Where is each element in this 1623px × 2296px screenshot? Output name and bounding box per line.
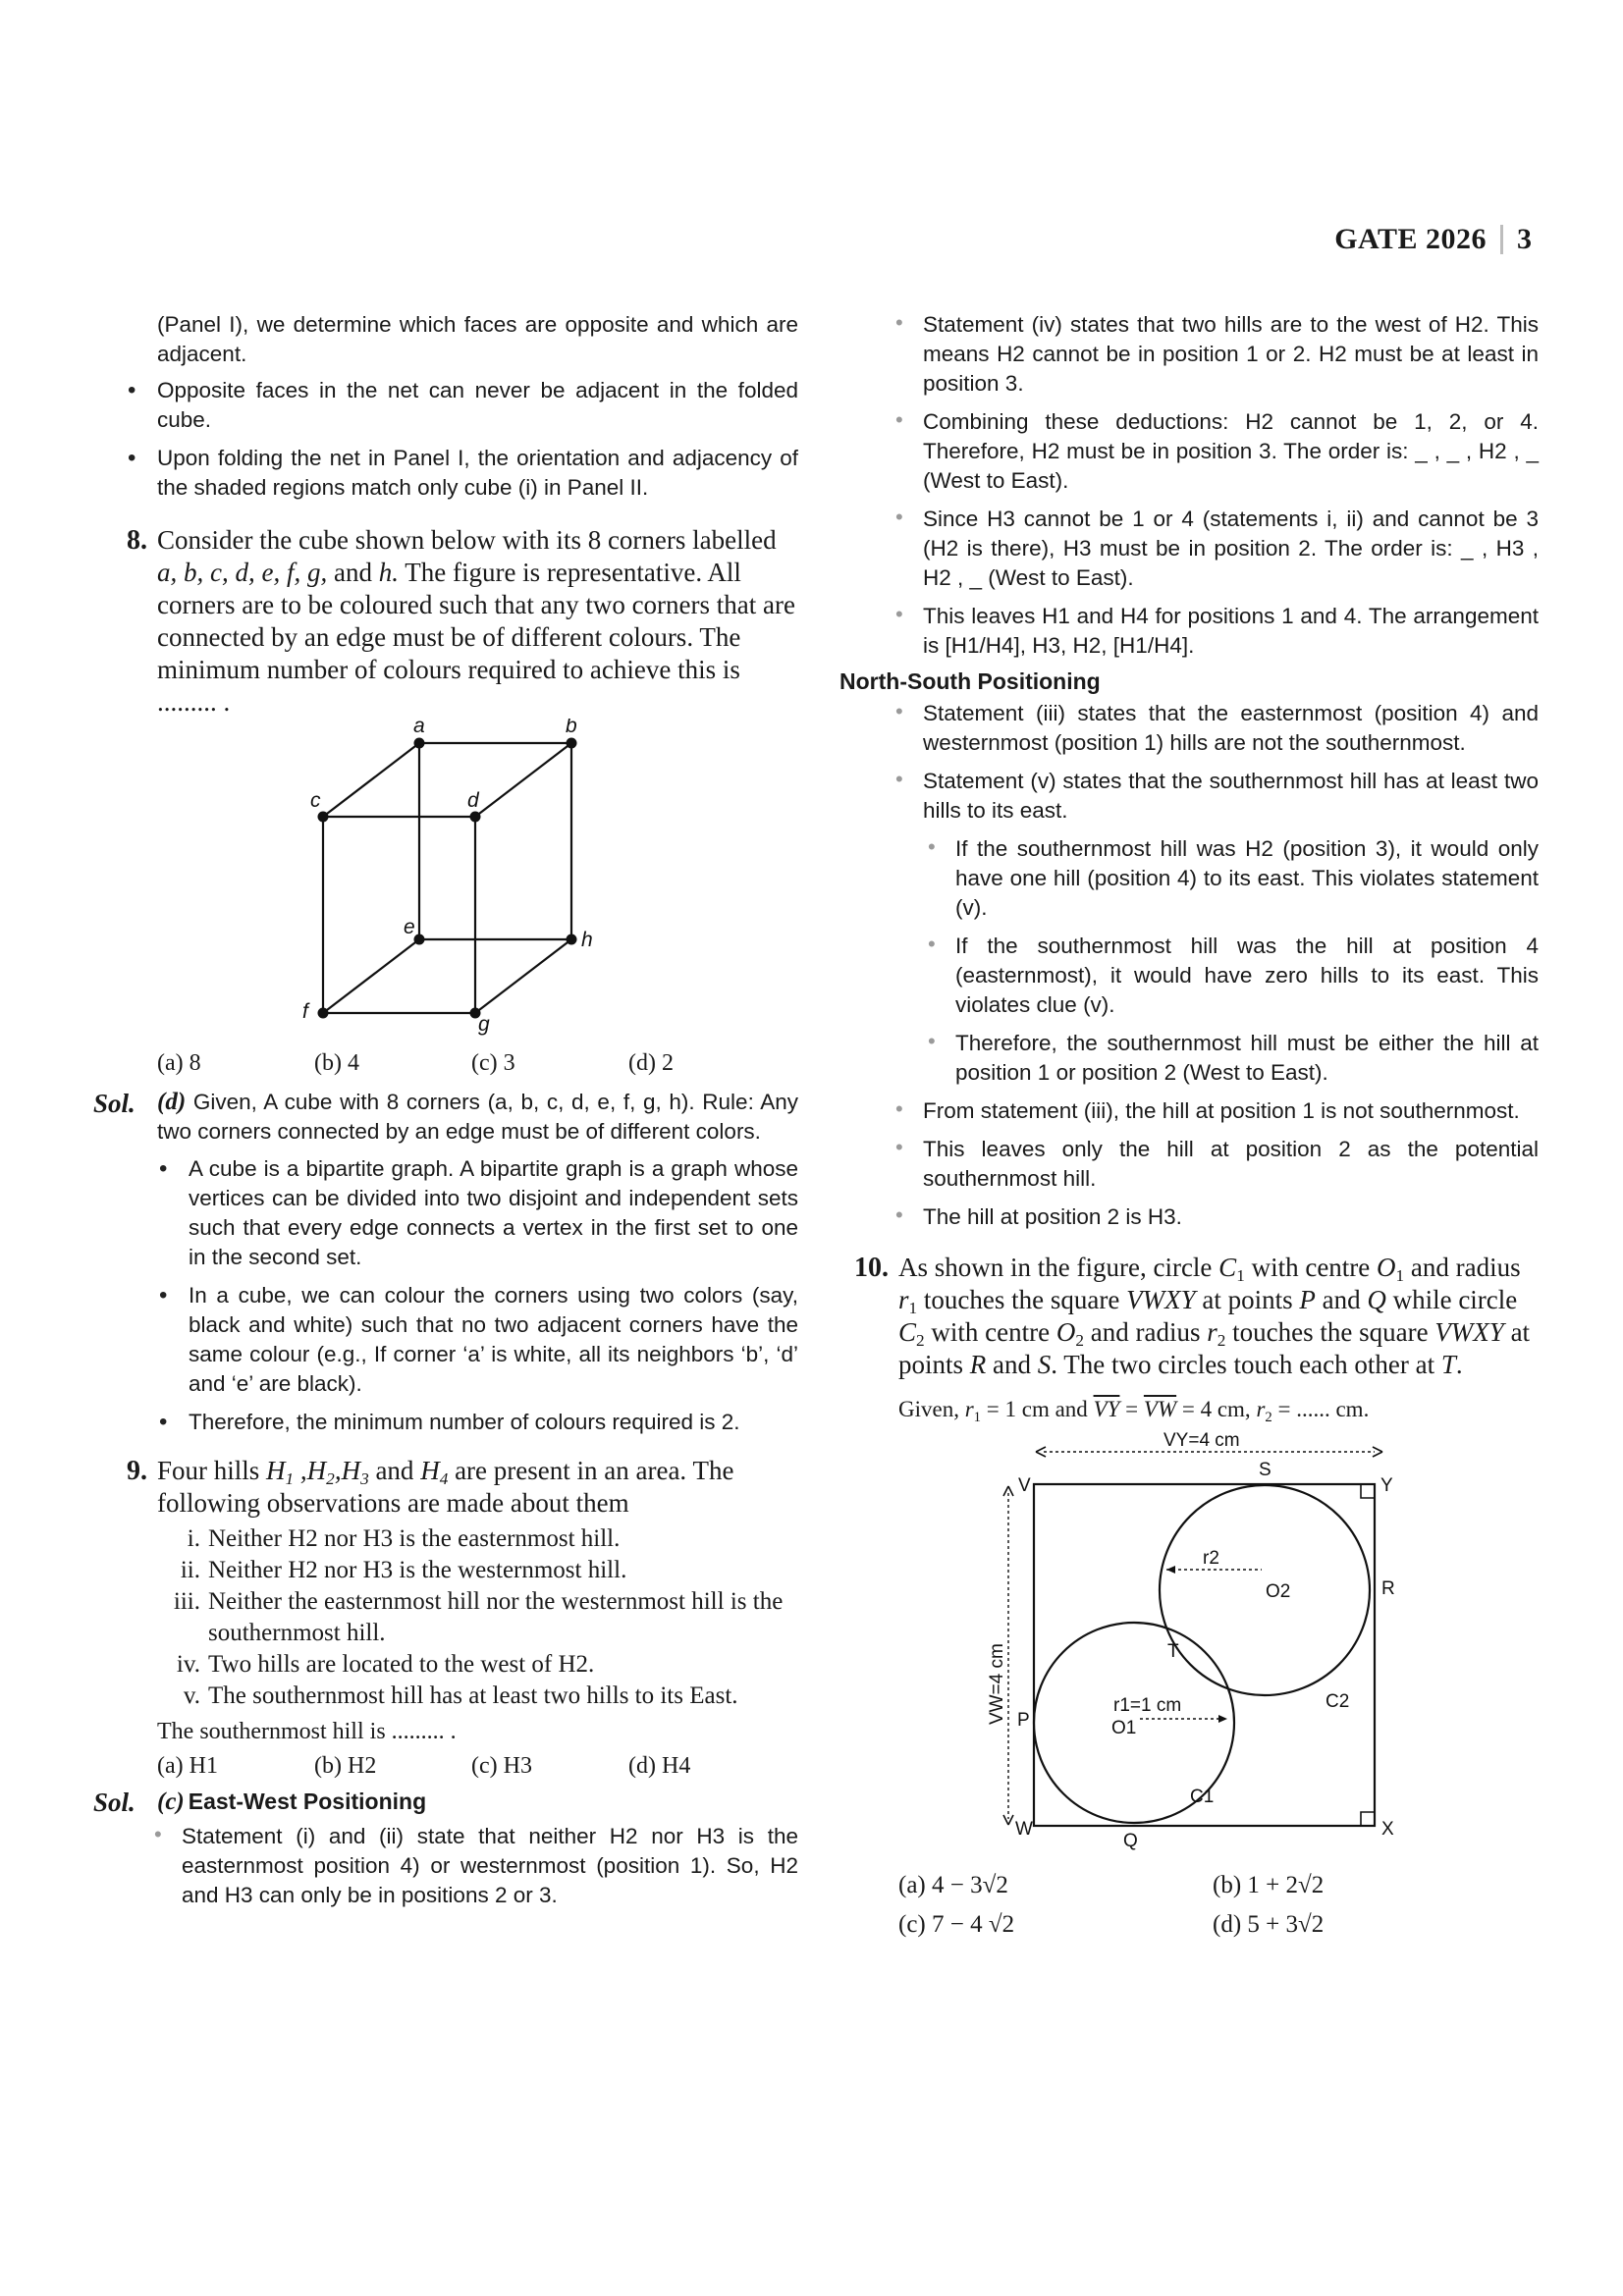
q8-corner-h: h. (378, 558, 399, 587)
question-text: Four hills $H_1$ $,H_2,H_3$ and $H_4$ are present in an area. The following observations are made about them (157, 1456, 734, 1518)
question-number: 9. (127, 1456, 147, 1486)
solution-heading (157, 1787, 798, 1816)
right-column (839, 310, 1539, 1945)
cube-vertices (318, 738, 577, 1019)
label-e: e (404, 916, 415, 938)
given-r2: = ...... cm. (1271, 1397, 1370, 1421)
list-item: • Statement (v) states that the southernmost hill has at least two hills to its east. (923, 767, 1539, 826)
vertex-b (567, 738, 577, 749)
vertex-c (318, 812, 329, 823)
list-item: • This leaves H1 and H4 for positions 1 and 4. The arrangement is [H1/H4], H3, H2, [H1/H4]. (923, 602, 1539, 661)
solution-text (157, 1088, 798, 1147)
label-d: d (467, 789, 479, 812)
label-w: W (1015, 1819, 1033, 1840)
observation-text: The southernmost hill has at least two hills to its East. (208, 1682, 738, 1709)
header-divider (1500, 225, 1503, 254)
intro-text: (Panel I), we determine which faces are opposite and which are adjacent. (157, 312, 798, 366)
list-item: • Statement (iv) states that two hills are to the west of H2. This means H2 cannot be in position 1 or 2. H2 must be at least in position 3. (923, 310, 1539, 399)
option-b: (b) 4 (314, 1050, 359, 1076)
list-item: • In a cube, we can colour the corners using two colors (say, black and white) such that no two adjacent corners have the same colour (e.g., If corner ‘a’ is white, all its neighbors ‘b’, ‘d’ and ‘e’ are black). (189, 1281, 798, 1399)
option-b: (b) 1 + 2√2 (1213, 1872, 1325, 1898)
observation-text: Neither H2 nor H3 is the westernmost hill. (208, 1557, 627, 1583)
list-item: • Since H3 cannot be 1 or 4 (statements i, ii) and cannot be 3 (H2 is there), H3 must be in position 2. The order is: _ , H3 , H2 , _ (West to East). (923, 505, 1539, 593)
list-item: • A cube is a bipartite graph. A bipartite graph is a graph whose vertices can be divided into two disjoint and independent sets such that every edge connects a vertex in the first set to one in the second set. (189, 1154, 798, 1272)
solution-8 (93, 1088, 798, 1437)
label-c1: C1 (1190, 1787, 1215, 1807)
list-item: • Opposite faces in the net can never be adjacent in the folded cube. (157, 376, 798, 435)
north-south-bullets-2 (923, 1096, 1539, 1232)
solution-given: Given, A cube with 8 corners (a, b, c, d, e, f, g, h). Rule: Any two corners connected by an edge must be of different colors. (157, 1090, 798, 1144)
solution-label: Sol. (93, 1089, 135, 1118)
question-8 (93, 524, 798, 719)
observation-number: i. (187, 1525, 200, 1552)
observation-item (157, 1555, 798, 1586)
label-c: c (310, 789, 321, 812)
list-item: • Therefore, the minimum number of colours required is 2. (189, 1408, 798, 1437)
list-item: • Therefore, the southernmost hill must be either the hill at position 1 or position 2 (West to East). (955, 1029, 1539, 1088)
east-west-bullets-continued (923, 310, 1539, 661)
q9-hill-list: $H_1$ $,H_2,H_3$ (266, 1456, 369, 1488)
label-r1-value: r1=1 cm (1113, 1695, 1182, 1716)
label-f: f (302, 1000, 308, 1023)
label-v: V (1018, 1475, 1031, 1496)
label-o2: O2 (1266, 1581, 1291, 1602)
vertex-e (414, 934, 425, 945)
observation-text: Neither the easternmost hill nor the westernmost hill is the southernmost hill. (208, 1588, 784, 1646)
option-d: (d) 2 (628, 1050, 674, 1076)
north-south-heading: North-South Positioning (839, 668, 1101, 694)
q9-text-part: are present in an area. The following observations are made about them (157, 1456, 734, 1518)
radius-r2-arrow (1166, 1566, 1175, 1574)
label-s: S (1259, 1460, 1271, 1480)
question-text (157, 524, 798, 719)
vertex-a (414, 738, 425, 749)
label-p: P (1017, 1710, 1030, 1731)
question-10 (839, 1252, 1539, 1381)
label-o1: O1 (1111, 1718, 1137, 1738)
observation-item (157, 1586, 798, 1649)
observation-item (157, 1649, 798, 1681)
vertex-d (470, 812, 481, 823)
exam-title: GATE 2026 (1334, 223, 1487, 255)
option-c: (c) 3 (471, 1050, 515, 1076)
right-angle-x (1361, 1812, 1375, 1826)
observation-item (157, 1523, 798, 1555)
list-item: • This leaves only the hill at position 2 as the potential southernmost hill. (923, 1135, 1539, 1194)
circle-c2 (1160, 1485, 1370, 1695)
q10-options (898, 1866, 1539, 1945)
question-number: 10. (854, 1253, 889, 1283)
label-b: b (566, 719, 577, 737)
q8-text-part: The figure is representative. All corners are to be coloured such that any two corners that are connected by an edge must be of different colours. The minimum number of colours required to achieve this is ......... . (157, 558, 795, 717)
list-item: • If the southernmost hill was the hill at position 4 (easternmost), it would have zero hills to its east. This violates clue (v). (955, 932, 1539, 1020)
observation-item (157, 1681, 798, 1712)
given-eq: = (1119, 1397, 1144, 1421)
observation-text: Two hills are located to the west of H2. (208, 1651, 595, 1678)
label-r: R (1381, 1578, 1395, 1599)
radius-r1-arrow (1218, 1715, 1227, 1723)
cube-figure (93, 719, 798, 1042)
q9-observations (157, 1523, 798, 1712)
given-prefix: Given, (898, 1397, 965, 1421)
page-header (1334, 218, 1532, 261)
q10-given: Given, $r_1 = 1$ cm and $\overline{VY} = \overline{VW} = 4$ cm, $r_2$ = ...... cm. (898, 1397, 1370, 1425)
list-item: • The hill at position 2 is H3. (923, 1202, 1539, 1232)
q8-corner-labels: a, b, c, d, e, f, g, (157, 558, 328, 587)
solution-9 (93, 1787, 798, 1818)
solution-answer: (c) (157, 1789, 185, 1815)
option-c: (c) 7 − 4 √2 (898, 1911, 1015, 1938)
q8-text-part: and (327, 558, 379, 587)
page-number: 3 (1517, 223, 1532, 255)
observation-number: ii. (180, 1557, 200, 1583)
left-column (93, 310, 798, 1910)
label-q: Q (1123, 1831, 1138, 1851)
list-item: • Statement (i) and (ii) state that neither H2 nor H3 is the easternmost position 4) or westernmost (position 1). So, H2 and H3 can only be in positions 2 or 3. (182, 1822, 798, 1910)
list-item: • From statement (iii), the hill at position 1 is not southernmost. (923, 1096, 1539, 1126)
q8-options (157, 1048, 798, 1078)
right-angle-y (1361, 1484, 1375, 1498)
q9-options (157, 1751, 798, 1781)
observation-number: v. (183, 1682, 200, 1709)
question-number: 8. (127, 525, 147, 556)
label-y: Y (1380, 1475, 1393, 1496)
option-a: (a) 8 (157, 1050, 201, 1076)
vertex-h (567, 934, 577, 945)
observation-text: Neither H2 nor H3 is the easternmost hill. (208, 1525, 621, 1552)
list-item: • Statement (iii) states that the easternmost (position 4) and westernmost (position 1) hills are not the southernmost. (923, 699, 1539, 758)
list-item: • Combining these deductions: H2 cannot be 1, 2, or 4. Therefore, H2 must be in position 3. The order is: _ , _ , H2 , _ (West to East). (923, 407, 1539, 496)
square-vwxy (1034, 1484, 1375, 1826)
label-t: T (1167, 1641, 1179, 1662)
intro-bullets (93, 376, 798, 503)
option-a: (a) 4 − 3√2 (898, 1872, 1008, 1898)
north-south-bullets (923, 699, 1539, 826)
label-h: h (581, 929, 593, 951)
given-value: = 4 cm, (1176, 1397, 1257, 1421)
observation-number: iii. (173, 1588, 200, 1615)
option-d: (d) 5 + 3√2 (1213, 1911, 1325, 1938)
q9-text-part: Four hills (157, 1456, 267, 1485)
label-side-dimension: VW=4 cm (987, 1643, 1007, 1725)
label-c2: C2 (1325, 1691, 1350, 1712)
solution-bullets (189, 1154, 798, 1437)
solution-label: Sol. (93, 1788, 135, 1817)
east-west-heading: East-West Positioning (188, 1789, 427, 1814)
label-r2: r2 (1203, 1548, 1219, 1569)
option-c: (c) H3 (471, 1753, 532, 1779)
q9-hill-4: $H_4$ (420, 1456, 449, 1488)
list-item: • If the southernmost hill was H2 (position 3), it would only have one hill (position 4) to its east. This violates statement (v). (955, 834, 1539, 923)
question-text: As shown in the figure, circle $C_1$ with centre $O_1$ and radius $r_1$ touches the square VWXY at points P and Q while circle $C_2$ with centre $O_2$ and radius $r_2$ touches the square VWXY at points R and S. The two circles touch each other at T. (898, 1253, 1531, 1379)
option-d: (d) H4 (628, 1753, 691, 1779)
north-south-sub-bullets (955, 834, 1539, 1088)
option-b: (b) H2 (314, 1753, 377, 1779)
cube-edges (323, 743, 571, 1013)
question-9 (93, 1455, 798, 1520)
solution-answer: (d) (157, 1089, 187, 1115)
q9-question: The southernmost hill is ......... . (157, 1719, 457, 1744)
label-x: X (1381, 1819, 1394, 1840)
vertex-f (318, 1008, 329, 1019)
option-a: (a) H1 (157, 1753, 218, 1779)
given-r1: = 1 cm and (986, 1397, 1094, 1421)
circles-in-square-figure (839, 1430, 1539, 1852)
east-west-bullets (182, 1822, 798, 1910)
label-g: g (478, 1013, 490, 1036)
label-a: a (413, 719, 425, 737)
observation-number: iv. (176, 1651, 200, 1678)
q8-text-part: Consider the cube shown below with its 8 corners labelled (157, 525, 777, 555)
list-item: • Upon folding the net in Panel I, the orientation and adjacency of the shaded regions match only cube (i) in Panel II. (157, 444, 798, 503)
side-dimension-arrow-bottom (1003, 1815, 1013, 1825)
label-top-dimension: VY=4 cm (1163, 1430, 1240, 1451)
